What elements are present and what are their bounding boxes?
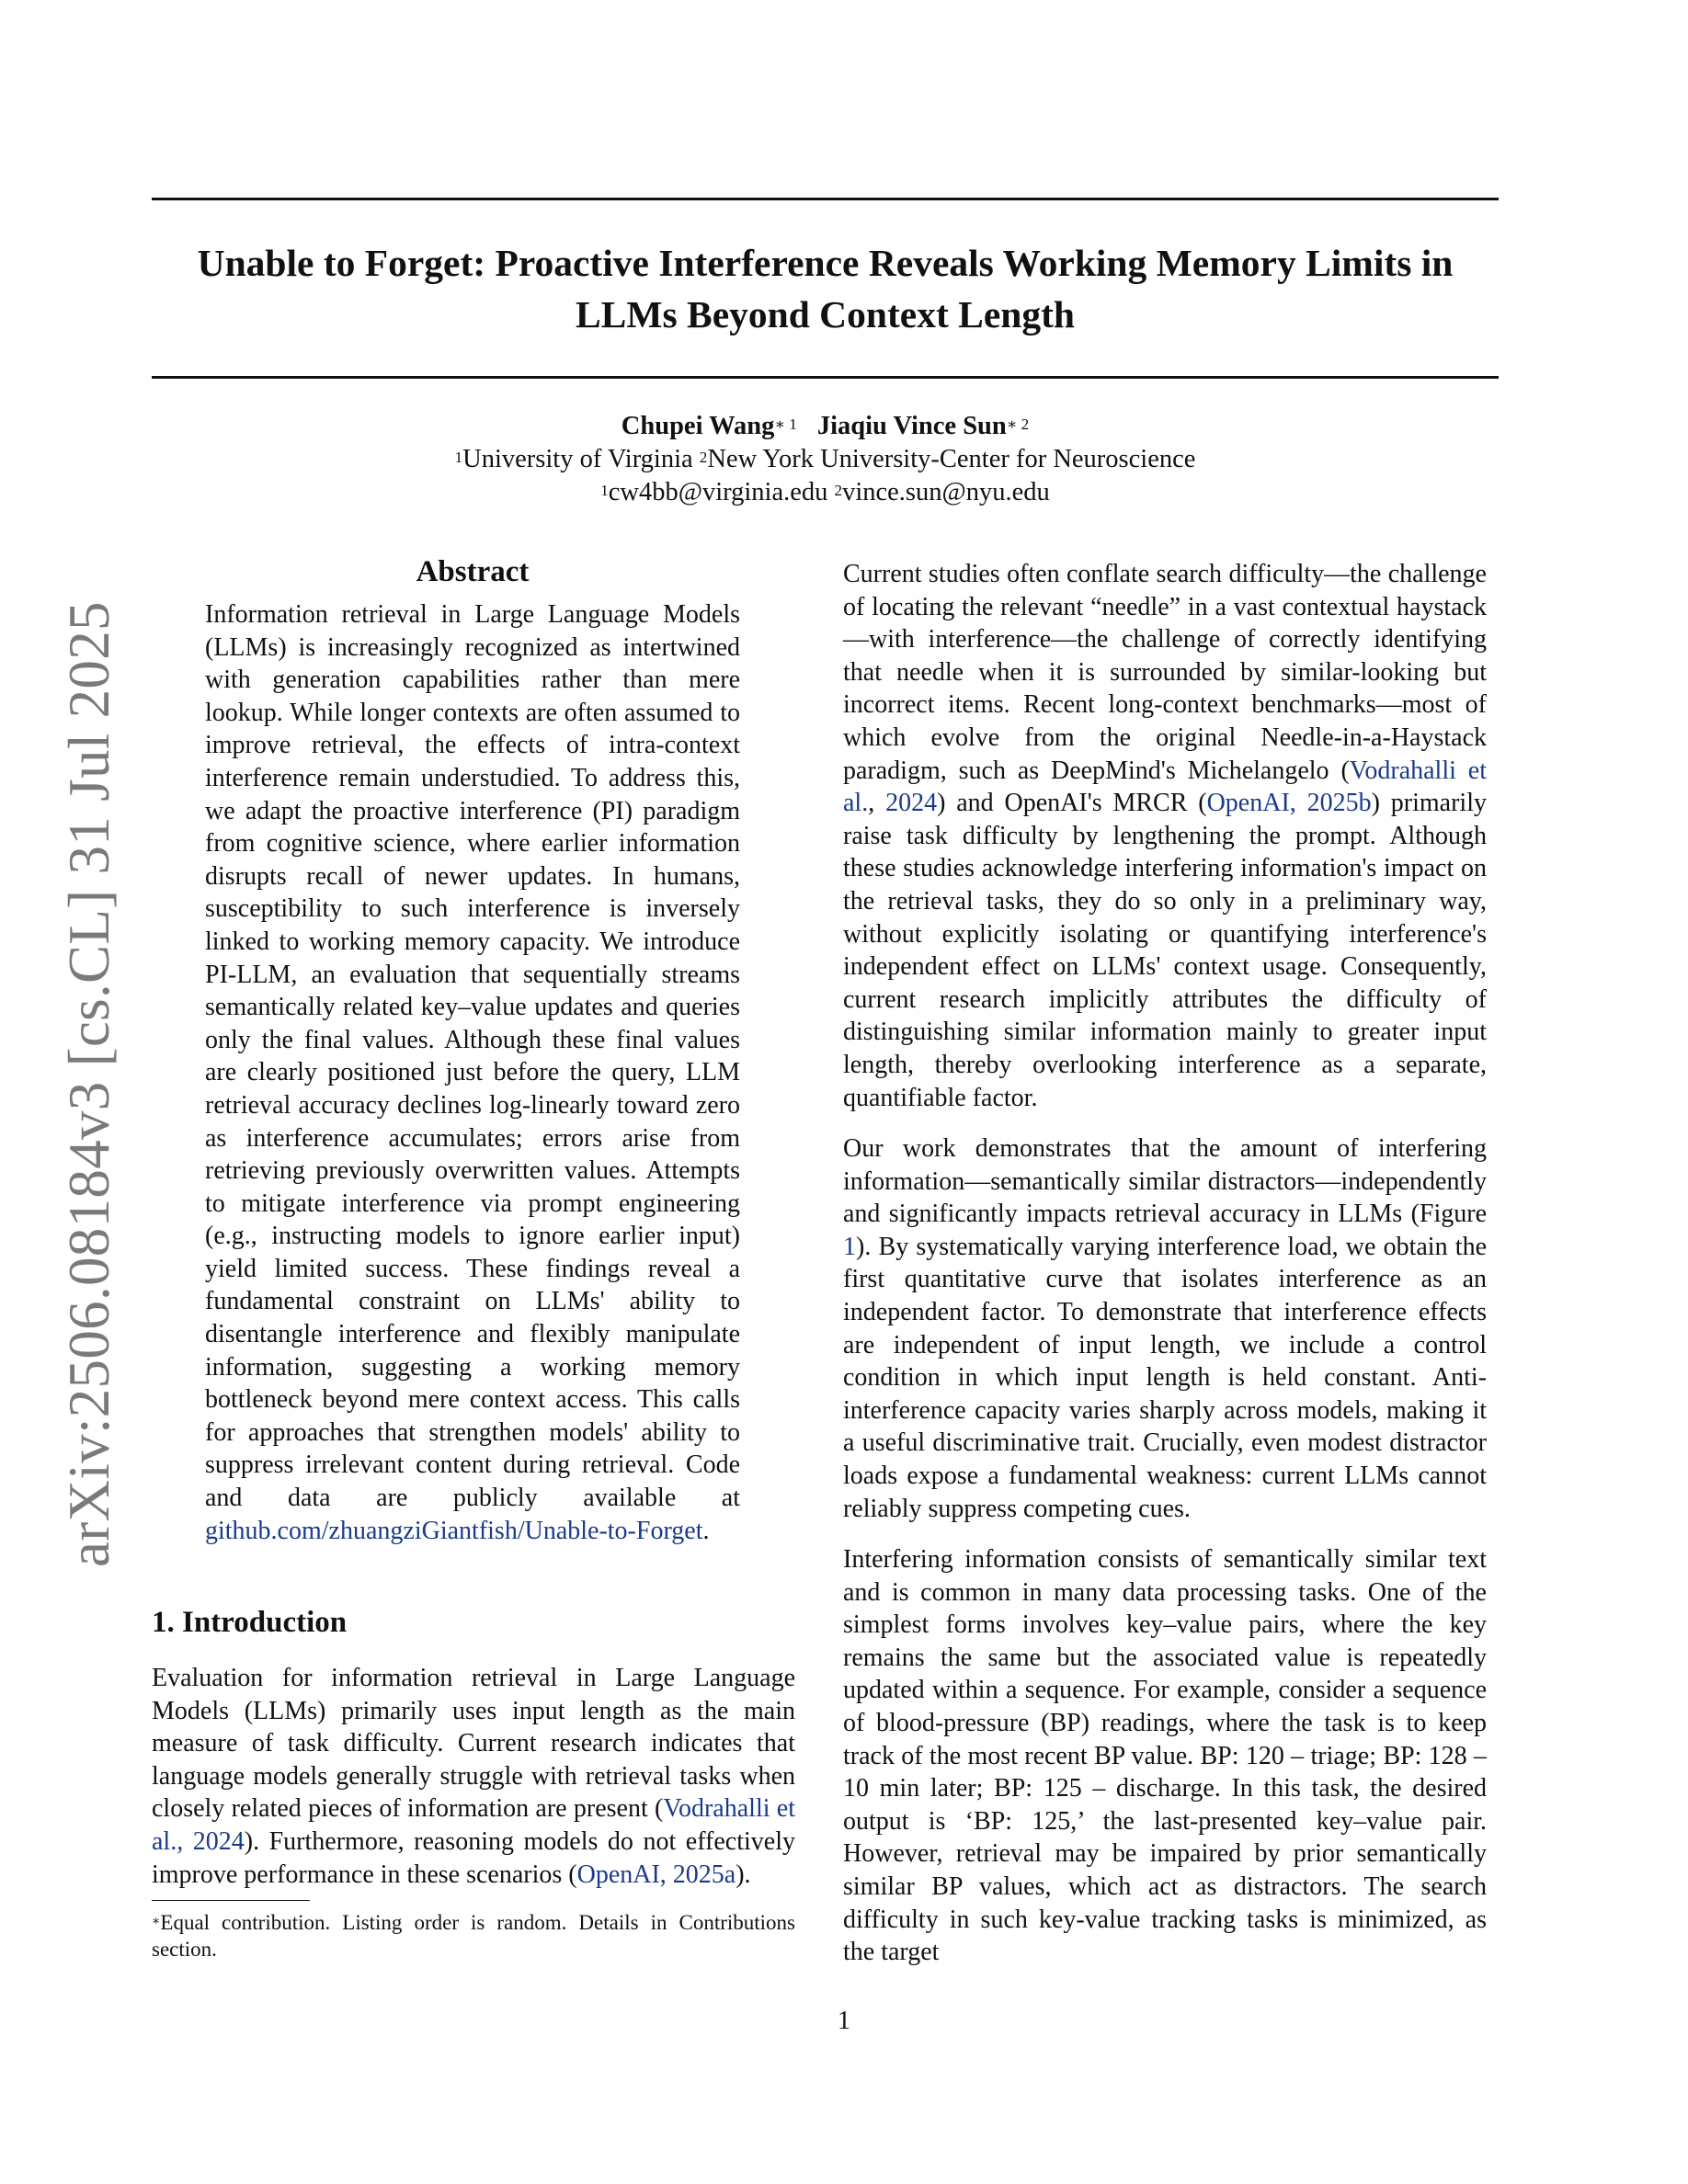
email-mark: 1: [600, 482, 609, 499]
affiliation: New York University-Center for Neuroscience: [707, 445, 1196, 473]
body-text: Our work demonstrates that the amount of interfering information—semantically similar distractors—independently and significantly impacts retrieval accuracy in LLMs (Figure: [843, 1134, 1487, 1229]
email: vince.sun@nyu.edu: [842, 478, 1050, 506]
citation-link[interactable]: Vodrahalli et al.: [843, 756, 1487, 818]
introduction-heading: 1. Introduction: [152, 1606, 348, 1639]
footnote: [152, 1909, 795, 1962]
citation-link[interactable]: 2024: [885, 789, 938, 818]
citation-link[interactable]: OpenAI, 2025a: [576, 1860, 736, 1889]
citation-link[interactable]: OpenAI, 2025b: [1206, 789, 1372, 818]
paper-title: Unable to Forget: Proactive Interference Reveals Working Memory Limits in LLMs Beyond Context Length: [197, 242, 1454, 336]
author-name: Jiaqiu Vince Sun: [816, 412, 1007, 440]
intro-paragraph: [152, 1662, 795, 1891]
code-link[interactable]: github.com/zhuangziGiantfish/Unable-to-Forget: [205, 1516, 703, 1545]
abstract-end: .: [702, 1516, 710, 1545]
citation-link[interactable]: Vodrahalli et al., 2024: [152, 1794, 796, 1856]
affiliation-mark: 2: [699, 449, 708, 466]
arxiv-identifier: arXiv:2506.08184v3 [cs.CL] 31 Jul 2025: [57, 601, 121, 1567]
abstract-heading: Abstract: [416, 555, 530, 588]
body-paragraph: [843, 558, 1487, 1114]
abstract-text: [205, 598, 740, 1547]
body-text: ) and OpenAI's MRCR (: [937, 789, 1207, 818]
email-mark: 2: [834, 482, 843, 499]
abstract-body: Information retrieval in Large Language Models (LLMs) is increasingly recognized as intertwined with generation capabilities rather than mere lookup. While longer contexts are often assumed to improve retrieval, the effects of intra-context interference remain understudied. To address this, we adapt the proactive interference (PI) paradigm from cognitive science, where earlier information disrupts recall of newer updates. In humans, susceptibility to such interference is inversely linked to working memory capacity. We introduce PI-LLM, an evaluation that sequentially streams semantically related key–value updates and queries only the final values. Although these final values are clearly positioned just before the query, LLM retrieval accuracy declines log-linearly toward zero as interference accumulates; errors arise from retrieving previously overwritten values. Attempts to mitigate interference via prompt engineering (e.g., instructing models to ignore earlier input) yield limited success. These findings reveal a fundamental constraint on LLMs' ability to disentangle interference and flexibly manipulate information, suggesting a working memory bottleneck beyond mere context access. This calls for approaches that strengthen models' ability to suppress irrelevant content during retrieval. Code and data are publicly available at: [205, 600, 740, 1513]
intro-text: ). Furthermore, reasoning models do not effectively improve performance in these scenarios (: [152, 1826, 795, 1889]
intro-text: ).: [736, 1860, 751, 1889]
emails: [152, 476, 1499, 509]
footnote-rule: [152, 1900, 310, 1901]
affiliation: University of Virginia: [462, 445, 693, 473]
author-block: [152, 410, 1499, 509]
footnote-mark: ∗: [152, 1914, 161, 1928]
affiliation-mark: 1: [454, 449, 463, 466]
author-marks: ∗ 1: [774, 415, 797, 433]
title-rule-top: [152, 198, 1499, 200]
body-paragraph: [843, 1132, 1487, 1525]
author-names: [152, 410, 1499, 443]
body-text: Current studies often conflate search difficulty—the challenge of locating the relevant “needle” in a vast contextual haystack—with interference—the challenge of correctly identifying that needle when it is surrounded by similar-looking but incorrect items. Recent long-context benchmarks—most of which evolve from the original Needle-in-a-Haystack paradigm, such as DeepMind's Michelangelo (: [843, 560, 1487, 785]
body-text: ). By systematically varying interference load, we obtain the first quantitative curve that isolates interference as an independent factor. To demonstrate that interference effects are independent of input length, we include a control condition in which input length is held constant. Anti-interference capacity varies sharply across models, making it a useful discriminative trait. Crucially, even modest distractor loads expose a fundamental weakness: current LLMs cannot reliably suppress competing cues.: [843, 1232, 1487, 1523]
figure-ref-link[interactable]: 1: [843, 1232, 856, 1261]
email: cw4bb@virginia.edu: [608, 478, 828, 506]
intro-text: Evaluation for information retrieval in Large Language Models (LLMs) primarily uses input length as the main measure of task difficulty. Current research indicates that language models generally struggle with retrieval tasks when closely related pieces of information are present (: [152, 1664, 795, 1824]
title-rule-bottom: [152, 376, 1499, 379]
author-marks: ∗ 2: [1006, 415, 1030, 433]
body-text: ) primarily raise task difficulty by lengthening the prompt. Although these studies acknowledge interfering information's impact on the retrieval tasks, they do so only in a preliminary way, without explicitly isolating or quantifying interference's independent effect on LLMs' context usage. Consequently, current research implicitly attributes the difficulty of distinguishing similar information mainly to greater input length, thereby overlooking interference as a separate, quantifiable factor.: [843, 789, 1487, 1112]
body-text: ,: [868, 789, 886, 818]
body-paragraph: Interfering information consists of semantically similar text and is common in many data processing tasks. One of the simplest forms involves key–value pairs, where the key remains the same but the associated value is repeatedly updated within a sequence. For example, consider a sequence of blood-pressure (BP) readings, where the task is to keep track of the most recent BP value. BP: 120 – triage; BP: 128 – 10 min later; BP: 125 – discharge. In this task, the desired output is ‘BP: 125,’ the last-presented key–value pair. However, retrieval may be impaired by prior semantically similar BP values, which act as distractors. The search difficulty in such key-value tracking tasks is minimized, as the target: [843, 1545, 1487, 1967]
affiliations: [152, 443, 1499, 476]
page-number: 1: [838, 2007, 850, 2035]
author-name: Chupei Wang: [621, 412, 775, 440]
footnote-text: Equal contribution. Listing order is random. Details in Contributions section.: [152, 1911, 795, 1961]
